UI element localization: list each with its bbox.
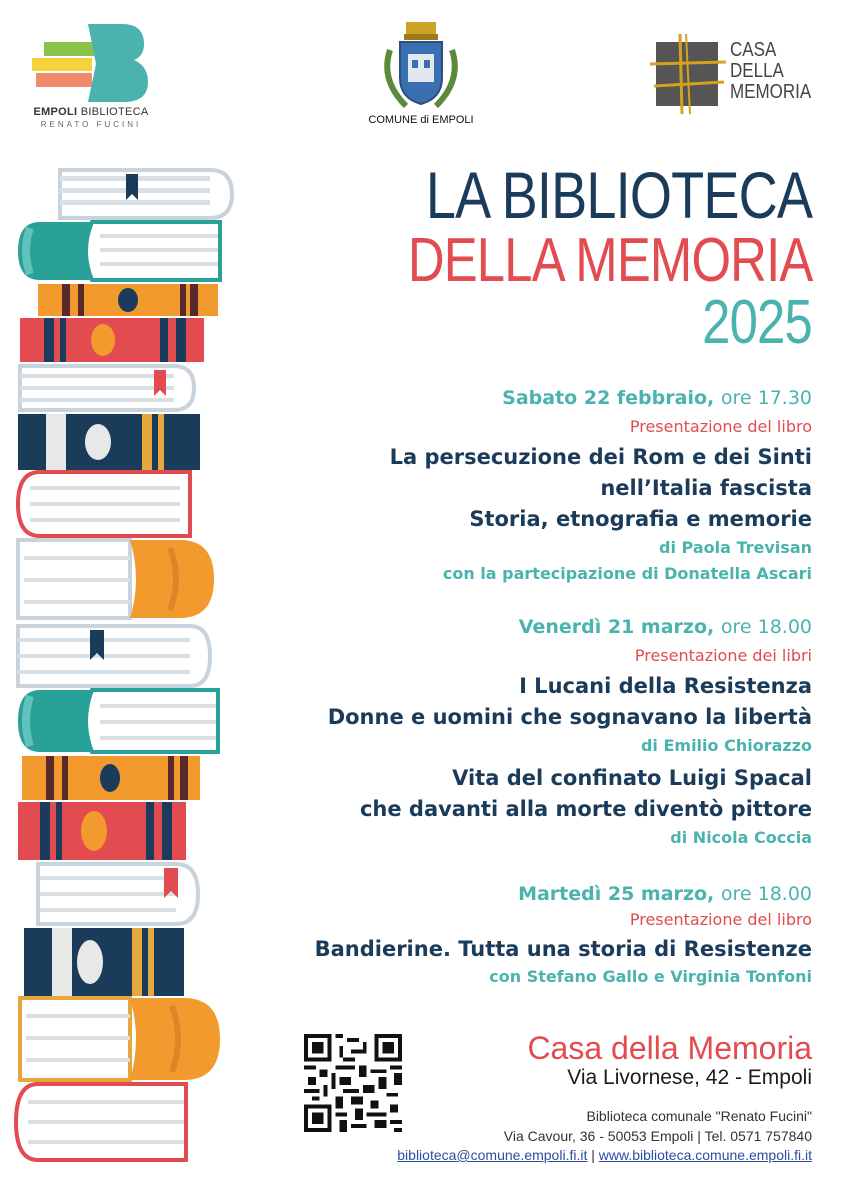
- venue-address: Via Livornese, 42 - Empoli: [567, 1066, 812, 1089]
- event-1-type: Presentazione del libro: [629, 417, 812, 436]
- event-3-authors: con Stefano Gallo e Virginia Tonfoni: [489, 967, 812, 986]
- website-link[interactable]: www.biblioteca.comune.empoli.fi.it: [598, 1147, 812, 1163]
- event-2-book-2-title-2: che davanti alla morte diventò pittore: [359, 797, 812, 821]
- empoli-logo-title: EMPOLI BIBLIOTECA: [33, 106, 149, 118]
- event-2-book-2-title-1: Vita del confinato Luigi Spacal: [452, 766, 812, 790]
- book-white-1: [60, 170, 232, 218]
- book-white-3: [18, 626, 210, 686]
- event-2-date: Venerdì 21 marzo, ore 18.00: [518, 616, 812, 638]
- book-red-spine-1: [20, 318, 204, 362]
- book-orange-2: [20, 998, 220, 1080]
- title-line-1: LA BIBLIOTECA: [425, 158, 812, 232]
- event-1-date: Sabato 22 febbraio, ore 17.30: [502, 387, 812, 409]
- book-red-2: [16, 1084, 186, 1160]
- event-3-date: Martedì 25 marzo, ore 18.00: [518, 883, 812, 905]
- book-white-4: [38, 864, 198, 924]
- book-orange-1: [18, 540, 214, 618]
- event-1-book-title-3: Storia, etnografia e memorie: [469, 507, 812, 531]
- book-teal-1: [18, 222, 220, 280]
- event-2-book-2-author: di Nicola Coccia: [670, 828, 812, 847]
- casa-logo-mark: [650, 34, 726, 114]
- event-3-type: Presentazione del libro: [629, 910, 812, 929]
- event-1-participant: con la partecipazione di Donatella Ascari: [442, 564, 812, 583]
- book-orange-spine-2: [22, 756, 200, 800]
- book-navy-spine-1: [18, 414, 200, 470]
- book-white-2: [20, 366, 194, 410]
- event-2: [328, 613, 812, 851]
- coat-of-arms-icon: [376, 20, 466, 112]
- casa-della-memoria-logo: [650, 34, 820, 114]
- book-red-1: [18, 472, 190, 536]
- event-1-book-title-2: nell’Italia fascista: [600, 476, 812, 500]
- empoli-biblioteca-logo: [26, 22, 156, 132]
- event-3-book-title: Bandierine. Tutta una storia di Resistenze: [314, 937, 812, 961]
- book-stack-illustration: [0, 160, 240, 1190]
- event-1: [390, 384, 812, 587]
- event-1-book-title-1: La persecuzione dei Rom e dei Sinti: [389, 445, 812, 469]
- book-red-spine-2: [18, 802, 186, 860]
- comune-logo-text: COMUNE di EMPOLI: [368, 114, 474, 126]
- event-2-book-1-title-1: I Lucani della Resistenza: [519, 674, 812, 698]
- library-name: Biblioteca comunale "Renato Fucini": [586, 1108, 812, 1124]
- email-link[interactable]: biblioteca@comune.empoli.fi.it: [397, 1147, 588, 1163]
- event-2-type: Presentazione dei libri: [634, 646, 812, 665]
- event-1-author: di Paola Trevisan: [659, 538, 812, 557]
- event-2-book-1-title-2: Donne e uomini che sognavano la libertà: [327, 705, 812, 729]
- comune-empoli-logo: [368, 20, 474, 130]
- event-2-book-1-author: di Emilio Chiorazzo: [640, 736, 812, 755]
- title-line-2: DELLA MEMORIA: [407, 226, 812, 295]
- book-teal-2: [18, 690, 218, 752]
- book-navy-spine-2: [24, 928, 184, 996]
- library-address-phone: Via Cavour, 36 - 50053 Empoli | Tel. 0571 757840: [503, 1128, 812, 1144]
- title-year: 2025: [702, 288, 812, 357]
- event-3: [315, 880, 812, 988]
- contact-links: [397, 1147, 812, 1163]
- empoli-logo-mark: [26, 22, 156, 117]
- venue-name: Casa della Memoria: [527, 1030, 812, 1066]
- link-separator: |: [587, 1147, 599, 1163]
- book-orange-spine-1: [38, 284, 218, 316]
- empoli-logo-subtitle: RENATO FUCINI: [40, 120, 142, 129]
- qr-code-icon[interactable]: [304, 1034, 402, 1132]
- casa-logo-text: CASA DELLA MEMORIA: [730, 39, 812, 103]
